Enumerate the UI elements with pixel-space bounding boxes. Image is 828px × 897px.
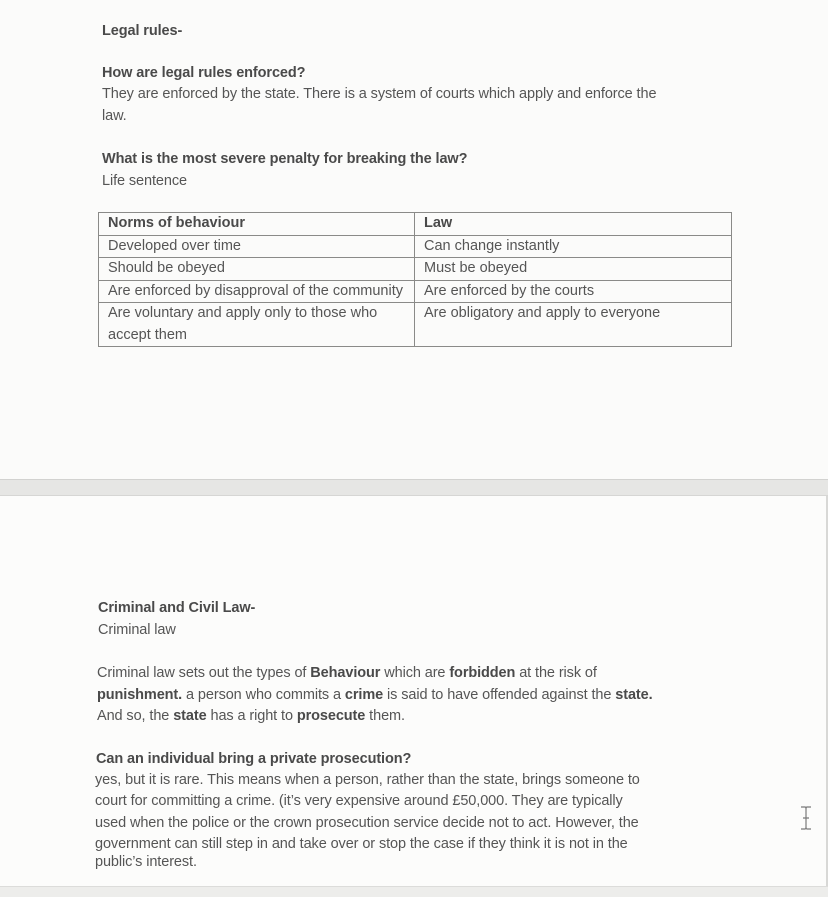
- answer-private-prosecution-line-3: used when the police or the crown prosecution service decide not to act. However, the: [95, 815, 639, 831]
- text-run: which are: [380, 665, 450, 681]
- table-cell: Are enforced by disapproval of the community: [99, 280, 415, 303]
- bold-term-state: state.: [615, 687, 653, 703]
- answer-enforcement-line-2: law.: [102, 108, 127, 124]
- bold-term-punishment: punishment.: [97, 687, 183, 703]
- table-row: [99, 280, 732, 303]
- table-cell: Must be obeyed: [415, 258, 732, 281]
- page-separator: [0, 479, 828, 496]
- answer-private-prosecution-line-1: yes, but it is rare. This means when a person, rather than the state, brings someone to: [95, 772, 640, 788]
- document-page-2: [0, 496, 828, 886]
- text-run: Criminal law sets out the types of: [97, 665, 311, 681]
- criminal-law-paragraph-line-1: [97, 663, 597, 685]
- table-cell: Should be obeyed: [99, 258, 415, 281]
- question-private-prosecution: Can an individual bring a private prosecution?: [96, 751, 412, 767]
- table-cell: Developed over time: [99, 235, 415, 258]
- criminal-law-paragraph-line-2: [97, 685, 653, 707]
- table-header-norms: Norms of behaviour: [99, 213, 415, 236]
- answer-private-prosecution-line-4: government can still step in and take over or stop the case if they think it is not in the: [95, 836, 628, 852]
- table-row: [99, 235, 732, 258]
- criminal-law-paragraph-line-3: [97, 706, 405, 728]
- table-header-row: [99, 213, 732, 236]
- text-run: is said to have offended against the: [383, 687, 616, 703]
- text-run: has a right to: [206, 708, 297, 724]
- table-cell: Can change instantly: [415, 235, 732, 258]
- text-run: a person who commits a: [182, 687, 345, 703]
- bold-term-prosecute: prosecute: [296, 708, 366, 724]
- bold-term-state: state: [173, 708, 207, 724]
- table-header-law: Law: [415, 213, 732, 236]
- subsection-title-criminal-law: Criminal law: [98, 622, 176, 638]
- text-run: at the risk of: [515, 665, 597, 681]
- answer-private-prosecution-line-2: court for committing a crime. (it’s very expensive around £50,000. They are typically: [95, 793, 623, 809]
- question-enforcement: How are legal rules enforced?: [102, 65, 306, 81]
- text-run: And so, the: [97, 708, 174, 724]
- norms-vs-law-table: [98, 212, 732, 347]
- section-title-legal-rules: Legal rules-: [102, 23, 183, 39]
- section-title-criminal-civil: Criminal and Civil Law-: [98, 600, 256, 616]
- table-row: [99, 258, 732, 281]
- answer-private-prosecution-line-5: public’s interest.: [95, 854, 197, 870]
- bold-term-crime: crime: [344, 687, 384, 703]
- answer-enforcement-line-1: They are enforced by the state. There is a system of courts which apply and enforce the: [102, 86, 657, 102]
- bold-term-forbidden: forbidden: [449, 665, 516, 681]
- bold-term-behaviour: Behaviour: [310, 665, 381, 681]
- table-cell: Are obligatory and apply to everyone: [415, 303, 732, 347]
- table-cell: Are voluntary and apply only to those who accept them: [99, 303, 415, 347]
- text-run: them.: [365, 708, 405, 724]
- table-row: [99, 303, 732, 347]
- page-bottom-edge: [0, 886, 828, 897]
- text-ibeam-cursor-icon: [799, 806, 813, 830]
- table-cell: Are enforced by the courts: [415, 280, 732, 303]
- answer-severe-penalty: Life sentence: [102, 173, 187, 189]
- question-severe-penalty: What is the most severe penalty for breaking the law?: [102, 151, 468, 167]
